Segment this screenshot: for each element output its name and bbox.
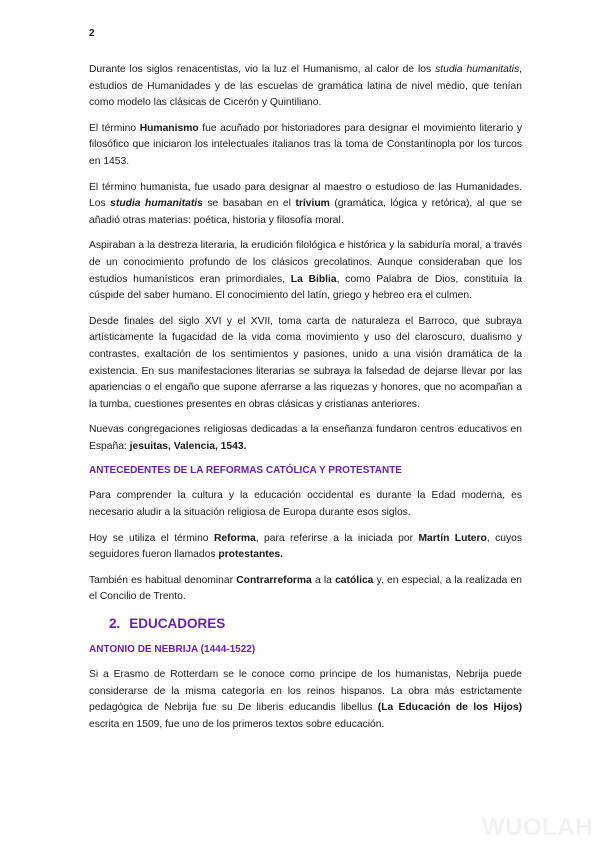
text-run: , cuyos seguidores fueron llamados [89,532,522,561]
text-run: Si a Erasmo de Rotterdam se le conoce como príncipe de los humanistas, Nebrija puede considerarse de la misma categoría en los reinos hispanos. La obra más estrictamente pedagógica de Nebrija fue su De liberis educandis libellus [89,669,522,714]
text-run-bold: jesuitas, Valencia, 1543. [129,440,247,452]
text-run-bold: La Biblia [290,273,337,285]
text-run: Durante los siglos renacentistas, vio la luz el Humanismo, al calor de los [89,64,436,75]
subheading-antecedentes: ANTECEDENTES DE LA REFORMAS CATÓLICA Y PROTESTANTE [89,465,402,477]
text-run: (gramática, lógica y retórica), al que se añadió otras materias: poética, historia y filosofía moral. [89,198,523,226]
paragraph-termino-humanista [89,180,522,230]
text-run-bold: trívium [295,198,330,210]
watermark-logo: WUOLAH [482,814,593,841]
text-run: El término humanista, fue usado para designar al maestro o estudioso de las Humanidades. Los [89,181,522,210]
paragraph-destreza-literaria [89,238,522,304]
text-run: , para referirse a la iniciada por [255,532,419,544]
paragraph-humanismo-intro [89,62,522,112]
text-run-bold-italic: studia humanitatis [110,198,203,210]
text-run-bold: Martín Lutero [418,532,487,544]
text-run-italic: studia humanitatis [435,64,520,75]
text-run: , estudios de Humanidades y de las escuelas de gramática latina de nivel medio, que tenían como modelo las clásicas de Cicerón y Quintiliano. [89,64,522,109]
text-run: escrita en 1509, fue uno de los primeros textos sobre educación. [89,718,385,730]
text-run: Aspiraban a la destreza literaria, la erudición filológica e histórica y la sabiduría moral, a través de un conocimiento profundo de los clásicos grecolatinos. Aunque consideraban que los estudios humanísticos eran primordiales, [89,240,522,285]
text-run-bold: católica [335,574,374,586]
document-body [89,62,522,742]
text-run: Hoy se utiliza el término [89,532,214,544]
text-run-bold: Humanismo [139,122,199,134]
paragraph-reforma [89,531,522,564]
text-run-bold: protestantes. [218,549,284,561]
section-number: 2. [109,616,121,632]
subheading-nebrija: ANTONIO DE NEBRIJA (1444-1522) [89,644,256,656]
section-title: EDUCADORES [129,616,226,632]
paragraph-congregaciones [89,422,522,455]
text-run-bold: Reforma [213,532,256,544]
section-heading-educadores [109,615,522,633]
text-run: , como Palabra de Dios, constituía la cúspide del saber humano. El conocimiento del latín, griego y hebreo era el culmen. [89,273,522,302]
paragraph-barroco: Desde finales del siglo XVI y el XVII, toma carta de naturaleza el Barroco, que subraya artísticamente la fugacidad de la vida coma movimiento y uso del claroscuro, dualismo y contrastes, exaltación de los sentimientos y pasiones, unido a una visión dramática de la existencia. En sus manifestaciones literarias se subraya la falsedad de dejarse llevar por las apariencias o el engaño que supone aferrarse a las riquezas y honores, que no acompañan a la tumba, cuestiones presentes en obras clásicas y cristianas anteriores. [89,315,522,410]
text-run: y, en especial, a la realizada en el Concilio de Trento. [89,574,522,603]
page-number: 2 [89,28,95,39]
text-run: se basaban en el [202,198,296,210]
text-run-bold: (La Educación de los Hijos) [377,702,523,714]
text-run: Nuevas congregaciones religiosas dedicadas a la enseñanza fundaron centros educativos en España: [89,424,522,452]
text-run: fue acuñado por historiadores para designar el movimiento literario y filosófico que iniciaron los intelectuales italianos tras la toma de Constantinopla por los turcos en 1453. [89,122,522,167]
paragraph-contrarreforma [89,573,522,606]
text-run: También es habitual denominar [89,574,237,586]
paragraph-comprender-cultura: Para comprender la cultura y la educación occidental es durante la Edad moderna, es necesario aludir a la situación religiosa de Europa durante esos siglos. [89,490,522,519]
text-run-bold: Contrarreforma [236,574,312,586]
text-run: El término [89,122,140,134]
paragraph-nebrija [89,667,522,733]
paragraph-termino-humanismo [89,121,522,171]
text-run: a la [311,574,336,586]
